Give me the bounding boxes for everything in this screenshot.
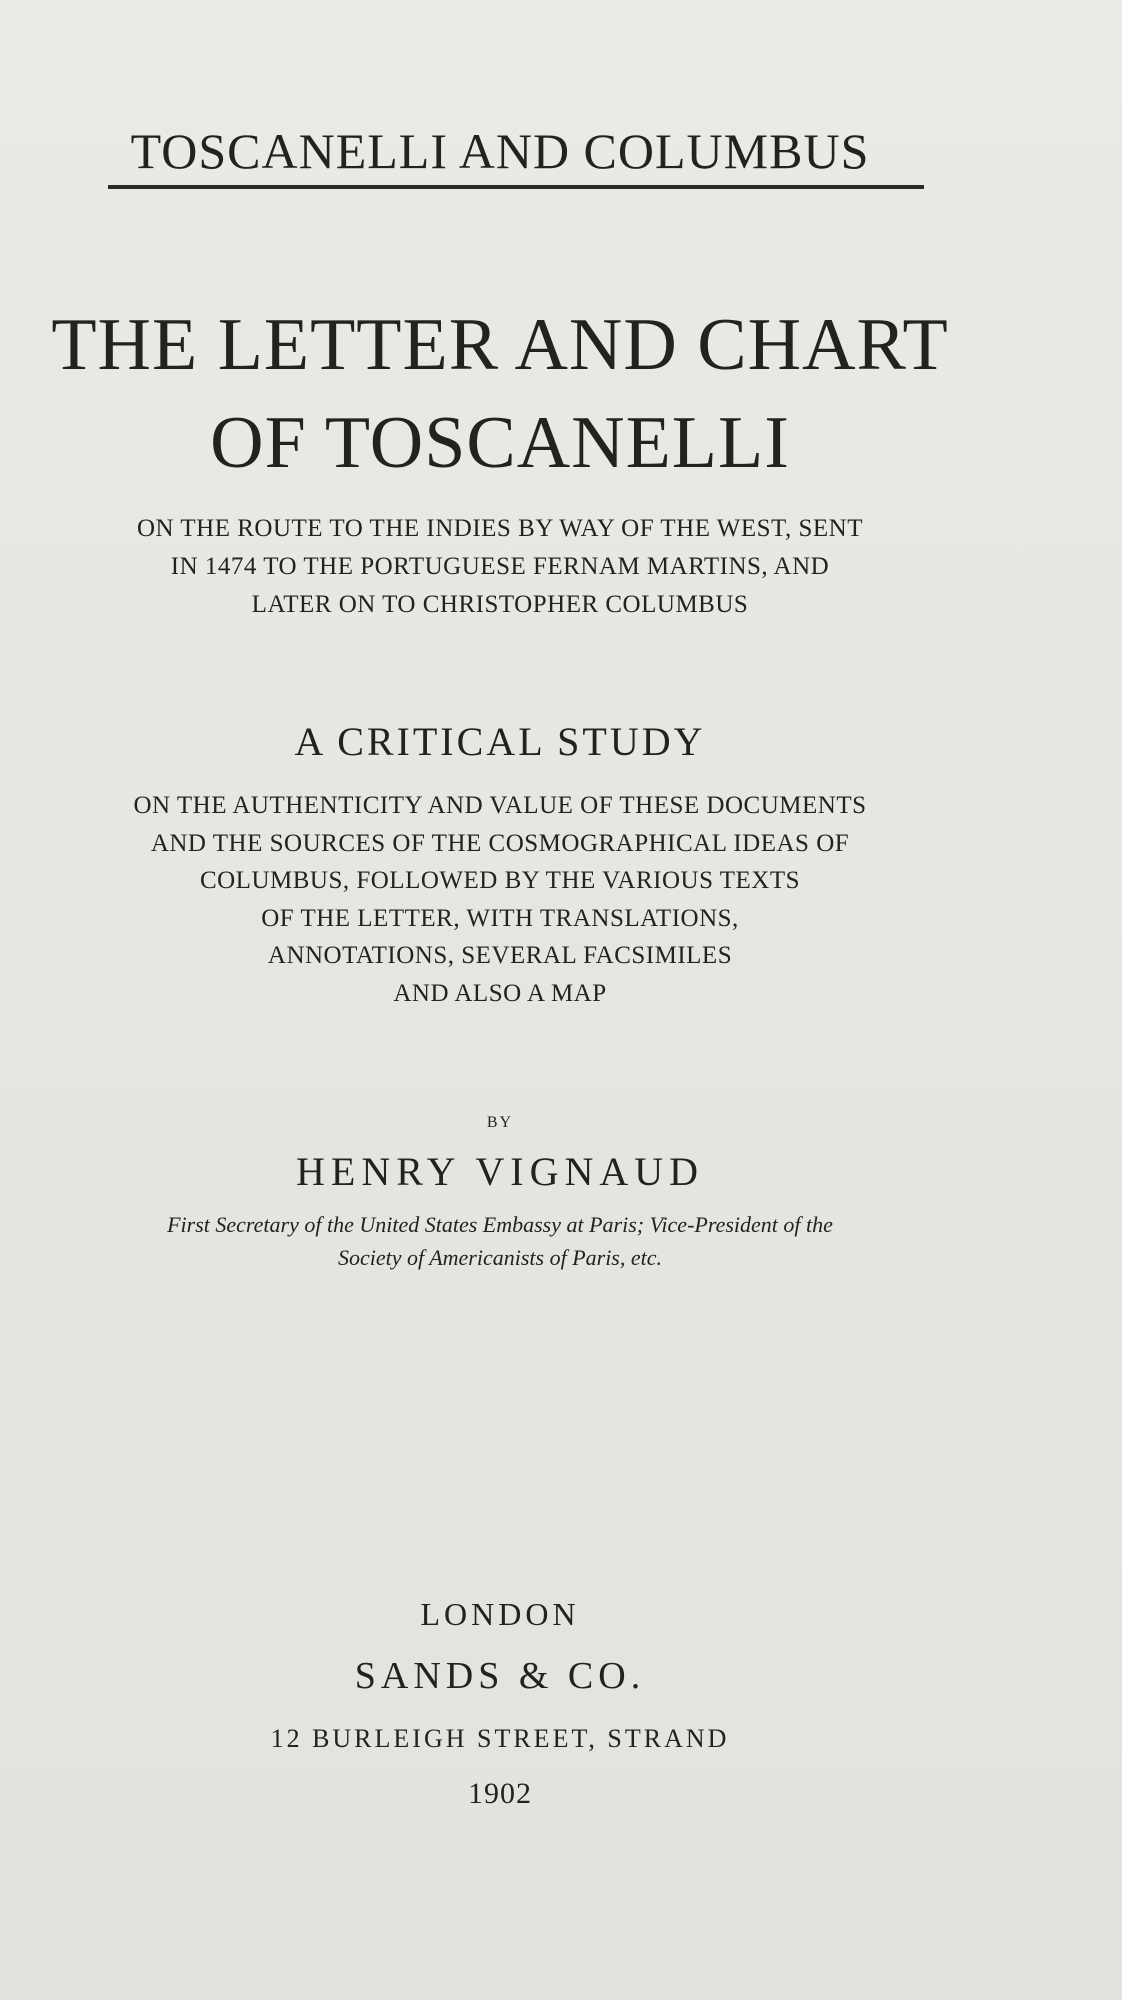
study-description-line: AND THE SOURCES OF THE COSMOGRAPHICAL IDEAS OF <box>150 829 850 857</box>
study-description-line: COLUMBUS, FOLLOWED BY THE VARIOUS TEXTS <box>199 867 801 894</box>
author-credentials-line: First Secretary of the United States Embassy at Paris; Vice-President of the <box>167 1212 833 1237</box>
study-description-line: AND ALSO A MAP <box>393 979 607 1007</box>
book-title <box>0 296 1000 492</box>
series-title-underline <box>108 185 924 189</box>
study-description-line: ANNOTATIONS, SEVERAL FACSIMILES <box>267 942 733 969</box>
subtitle-line: IN 1474 TO THE PORTUGUESE FERNAM MARTINS, AND <box>170 553 830 580</box>
author-name: HENRY VIGNAUD <box>296 1149 704 1194</box>
study-description <box>0 787 1000 1012</box>
subtitle-line: LATER ON TO CHRISTOPHER COLUMBUS <box>251 591 749 618</box>
book-title-line: OF TOSCANELLI <box>210 402 790 484</box>
imprint-city: LONDON <box>420 1596 580 1632</box>
author-credentials <box>0 1208 1000 1274</box>
study-description-line: ON THE AUTHENTICITY AND VALUE OF THESE DOCUMENTS <box>133 792 867 819</box>
study-heading: A CRITICAL STUDY <box>294 719 706 764</box>
imprint-year: 1902 <box>468 1777 532 1810</box>
book-title-line: THE LETTER AND CHART <box>51 304 949 386</box>
series-title: TOSCANELLI AND COLUMBUS <box>130 123 870 179</box>
imprint-address: 12 BURLEIGH STREET, STRAND <box>270 1724 730 1753</box>
study-description-line: OF THE LETTER, WITH TRANSLATIONS, <box>261 904 739 932</box>
by-label: BY <box>486 1114 514 1131</box>
subtitle <box>0 510 1000 624</box>
imprint-publisher: SANDS & CO. <box>354 1655 646 1697</box>
author-credentials-line: Society of Americanists of Paris, etc. <box>337 1245 663 1270</box>
subtitle-line: ON THE ROUTE TO THE INDIES BY WAY OF THE WEST, SENT <box>137 515 863 542</box>
